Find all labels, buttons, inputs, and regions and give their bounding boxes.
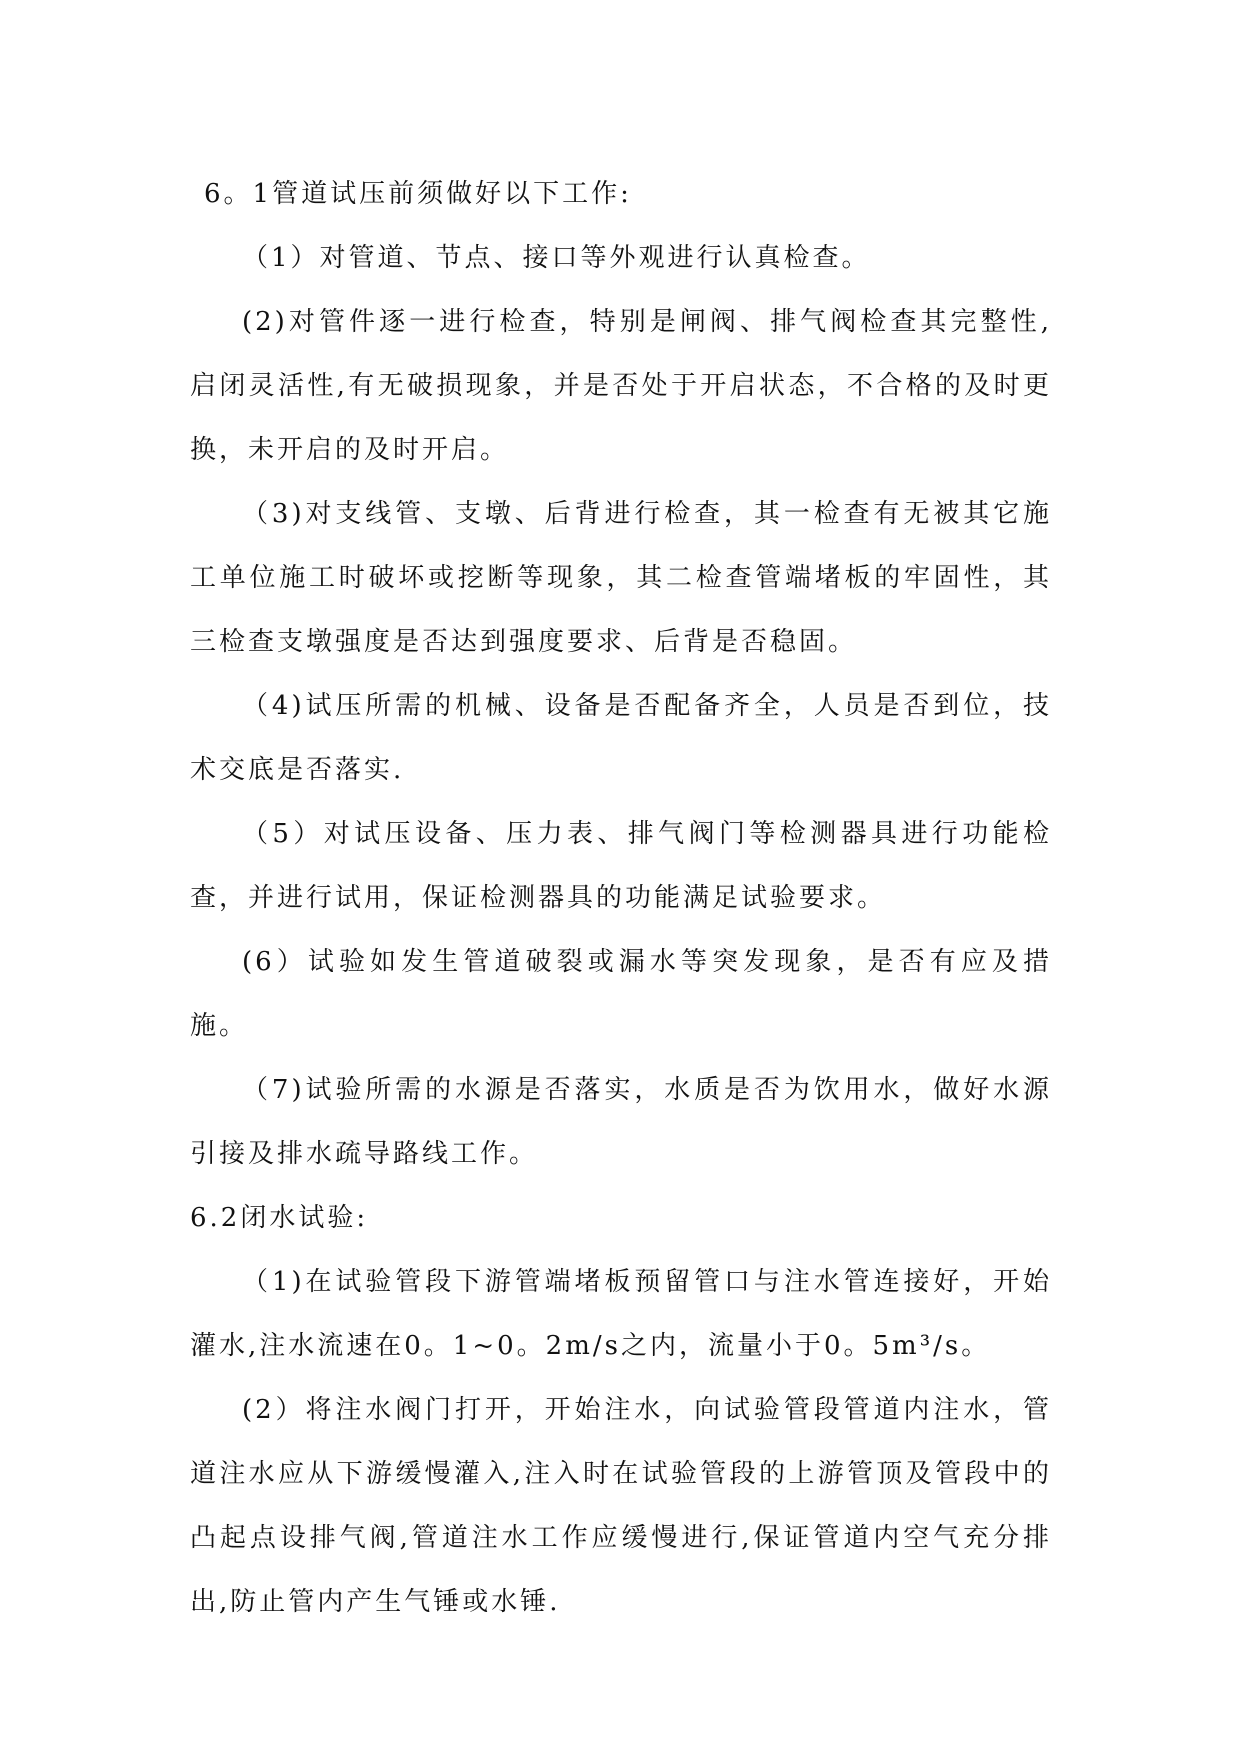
paragraph-item-6: (6）试验如发生管道破裂或漏水等突发现象，是否有应及措施。 <box>190 947 1052 1041</box>
paragraph-item-3: （3)对支线管、支墩、后背进行检查，其一检查有无被其它施工单位施工时破坏或挖断等现象，其二检查管端堵板的牢固性，其三检查支墩强度是否达到强度要求、后背是否稳固。 <box>190 499 1052 657</box>
document-body <box>190 162 1052 1634</box>
paragraph-item-1: （1）对管道、节点、接口等外观进行认真检查。 <box>242 243 871 273</box>
section-heading-6-2: 6.2闭水试验: <box>190 1203 369 1233</box>
section-heading-6-1: 6。1管道试压前须做好以下工作: <box>204 179 632 209</box>
paragraph-item-2: (2)对管件逐一进行检查，特别是闸阀、排气阀检查其完整性,启闭灵活性,有无破损现象，并是否处于开启状态，不合格的及时更换，未开启的及时开启。 <box>190 307 1052 465</box>
paragraph-closed-water-1: （1)在试验管段下游管端堵板预留管口与注水管连接好，开始灌水,注水流速在0。1~0。2m/s之内，流量小于0。5m³/s。 <box>190 1267 1052 1361</box>
paragraph-item-4: （4)试压所需的机械、设备是否配备齐全，人员是否到位，技术交底是否落实. <box>190 691 1052 785</box>
paragraph-closed-water-2: (2）将注水阀门打开，开始注水，向试验管段管道内注水，管道注水应从下游缓慢灌入,注入时在试验管段的上游管顶及管段中的凸起点设排气阀,管道注水工作应缓慢进行,保证管道内空气充分排出,防止管内产生气锤或水锤. <box>190 1395 1052 1617</box>
paragraph-item-5: （5）对试压设备、压力表、排气阀门等检测器具进行功能检查，并进行试用，保证检测器具的功能满足试验要求。 <box>190 819 1052 913</box>
paragraph-item-7: （7)试验所需的水源是否落实，水质是否为饮用水，做好水源引接及排水疏导路线工作。 <box>190 1075 1052 1169</box>
